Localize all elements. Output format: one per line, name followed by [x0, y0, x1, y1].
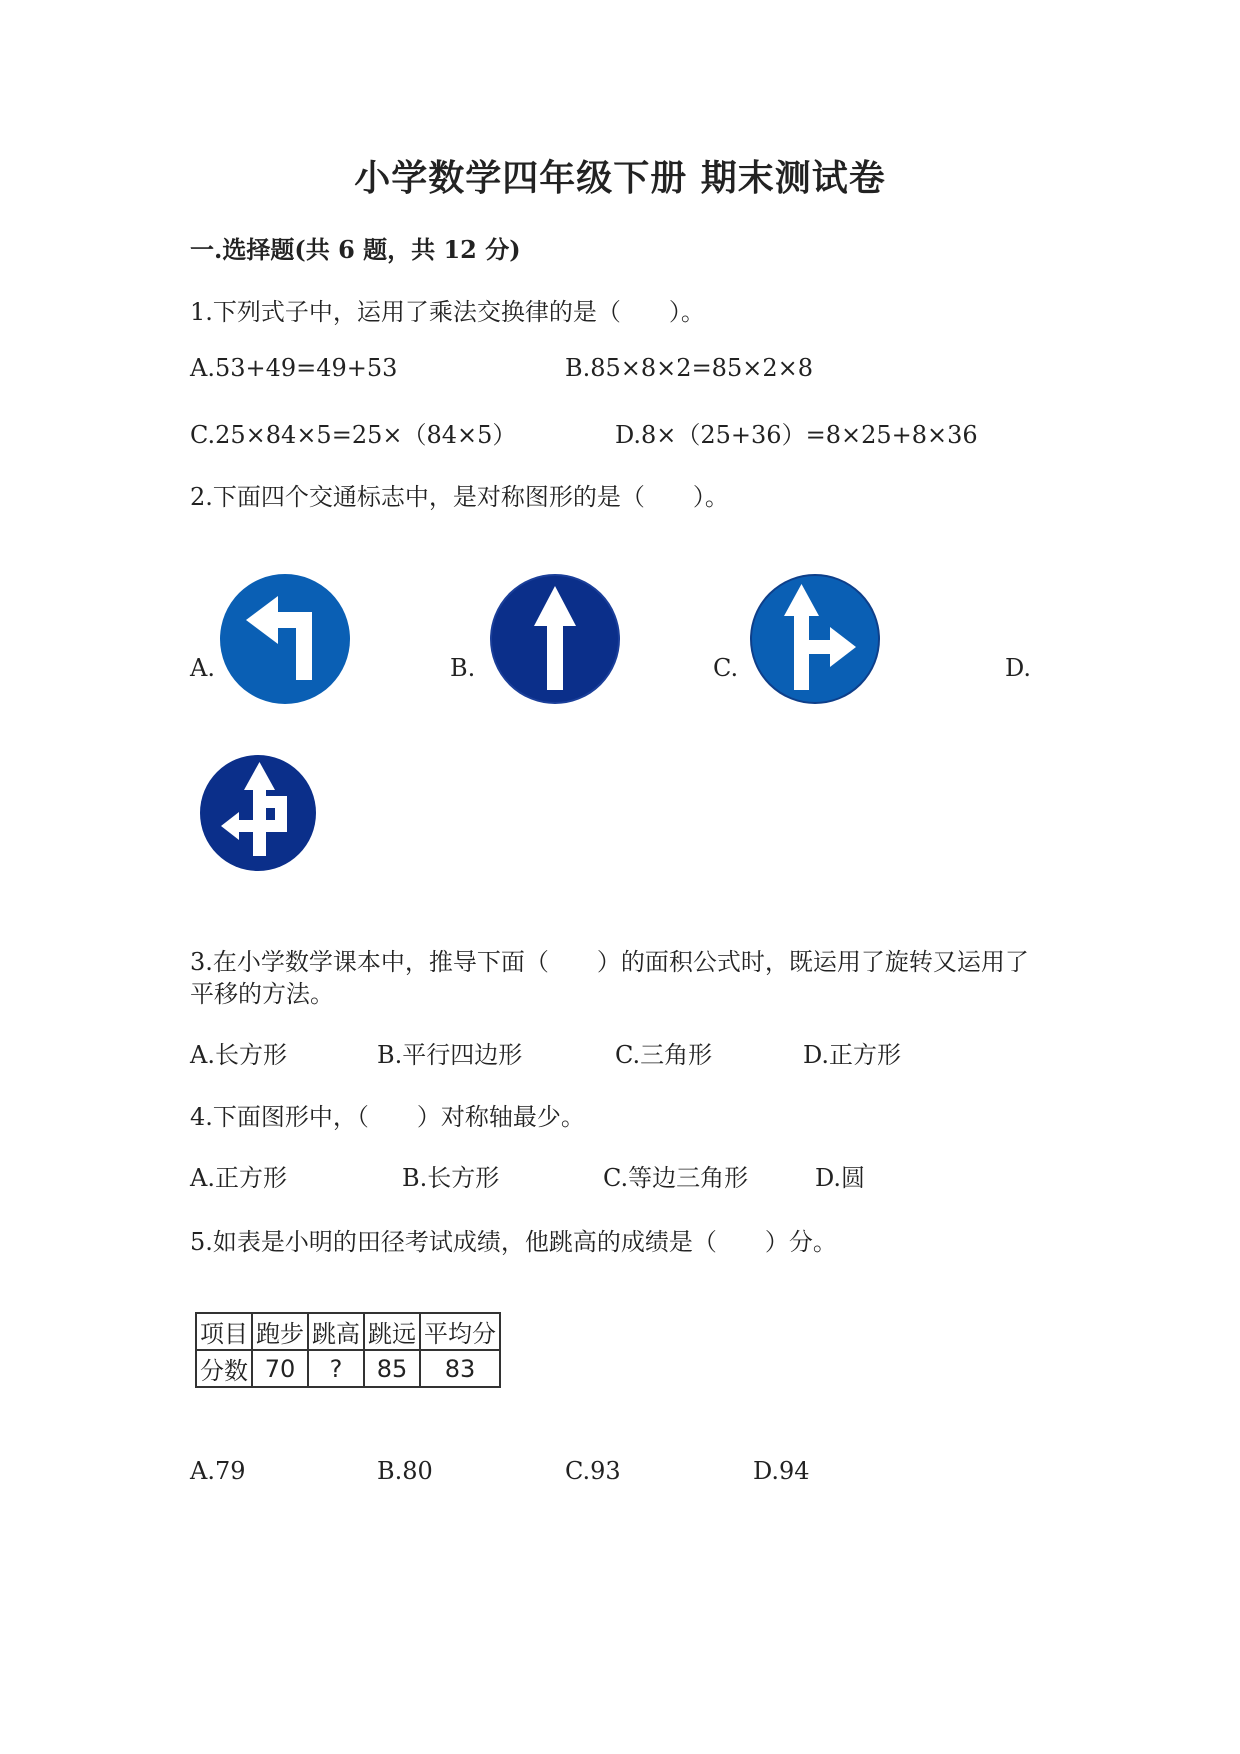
- table-cell: 83: [420, 1350, 500, 1387]
- q1-option-a: A.53+49=49+53: [190, 354, 398, 382]
- q1-option-b: B.85×8×2=85×2×8: [565, 354, 813, 382]
- section-heading: 一.选择题(共 6 题，共 12 分): [190, 235, 521, 264]
- q2-option-d: D.: [1005, 654, 1032, 682]
- q1-option-c: C.25×84×5=25×（84×5）: [190, 421, 517, 449]
- table-cell: 分数: [196, 1350, 252, 1387]
- q4-option-a: A.正方形: [190, 1164, 287, 1192]
- score-table: [195, 1312, 501, 1388]
- q4-option-b: B.长方形: [402, 1164, 500, 1192]
- page-title: 小学数学四年级下册 期末测试卷: [354, 157, 886, 199]
- q3-option-a: A.长方形: [190, 1041, 287, 1069]
- table-cell: 跑步: [252, 1313, 308, 1350]
- q2-option-b: B.: [450, 654, 476, 682]
- table-cell: 跳远: [364, 1313, 420, 1350]
- question-3-stem-line-1: 3.在小学数学课本中，推导下面（ ）的面积公式时，既运用了旋转又运用了: [190, 948, 1029, 976]
- straight-ahead-sign-icon: [488, 572, 622, 706]
- table-cell: 70: [252, 1350, 308, 1387]
- left-turn-sign-icon: [218, 572, 352, 706]
- q4-option-d: D.圆: [815, 1164, 866, 1192]
- question-1-stem: 1.下列式子中，运用了乘法交换律的是（ ）。: [190, 298, 705, 326]
- straight-or-right-sign-icon: [748, 572, 882, 706]
- q2-option-a: A.: [190, 654, 215, 682]
- q5-option-c: C.93: [565, 1457, 621, 1485]
- table-cell: 平均分: [420, 1313, 500, 1350]
- q4-option-c: C.等边三角形: [603, 1164, 749, 1192]
- table-cell: 项目: [196, 1313, 252, 1350]
- table-cell: ?: [308, 1350, 364, 1387]
- question-3-stem-line-2: 平移的方法。: [190, 980, 334, 1008]
- q5-option-d: D.94: [753, 1457, 810, 1485]
- table-header-row: [196, 1313, 500, 1350]
- q5-option-a: A.79: [190, 1457, 246, 1485]
- straight-or-left-sign-icon: [195, 750, 321, 876]
- question-4-stem: 4.下面图形中，（ ）对称轴最少。: [190, 1103, 585, 1131]
- question-2-stem: 2.下面四个交通标志中，是对称图形的是（ ）。: [190, 483, 729, 511]
- q5-option-b: B.80: [377, 1457, 433, 1485]
- q3-option-b: B.平行四边形: [377, 1041, 523, 1069]
- q3-option-d: D.正方形: [803, 1041, 902, 1069]
- table-cell: 85: [364, 1350, 420, 1387]
- question-5-stem: 5.如表是小明的田径考试成绩，他跳高的成绩是（ ）分。: [190, 1228, 837, 1256]
- q2-option-c: C.: [713, 654, 739, 682]
- q3-option-c: C.三角形: [615, 1041, 713, 1069]
- table-row: [196, 1350, 500, 1387]
- table-cell: 跳高: [308, 1313, 364, 1350]
- q1-option-d: D.8×（25+36）=8×25+8×36: [615, 421, 978, 449]
